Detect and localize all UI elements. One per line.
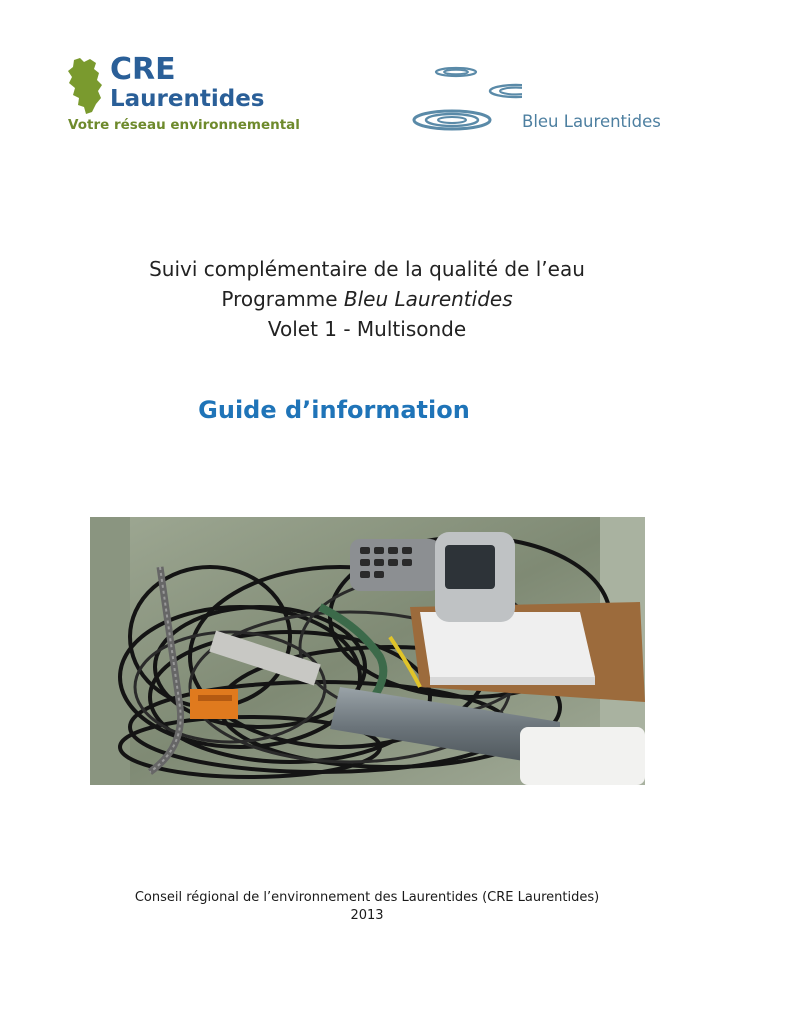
title-line-2 [0, 284, 800, 314]
document-title [0, 254, 800, 344]
water-ripples-icon [412, 62, 522, 142]
cre-logo-line1: CRE [110, 52, 176, 87]
cre-laurentides-logo [66, 52, 300, 138]
document-footer [0, 889, 800, 925]
title-line-2-prefix: Programme [221, 287, 344, 311]
multiprobe-equipment-photo [90, 517, 645, 785]
guide-title: Guide d’information [198, 396, 470, 424]
cre-logo-tagline: Votre réseau environnemental [68, 117, 300, 133]
bleu-laurentides-logo [412, 62, 682, 142]
cre-logo-line2: Laurentides [110, 86, 265, 112]
laurentides-map-icon [66, 56, 106, 116]
title-line-3: Volet 1 - Multisonde [267, 317, 467, 341]
footer-organization: Conseil régional de l’environnement des Laurentides (CRE Laurentides) [134, 890, 600, 905]
bleu-logo-name: Bleu Laurentides [522, 112, 661, 131]
title-line-1: Suivi complémentaire de la qualité de l’eau [149, 257, 585, 281]
footer-year: 2013 [350, 908, 384, 923]
title-line-2-program: Bleu Laurentides [343, 287, 513, 311]
